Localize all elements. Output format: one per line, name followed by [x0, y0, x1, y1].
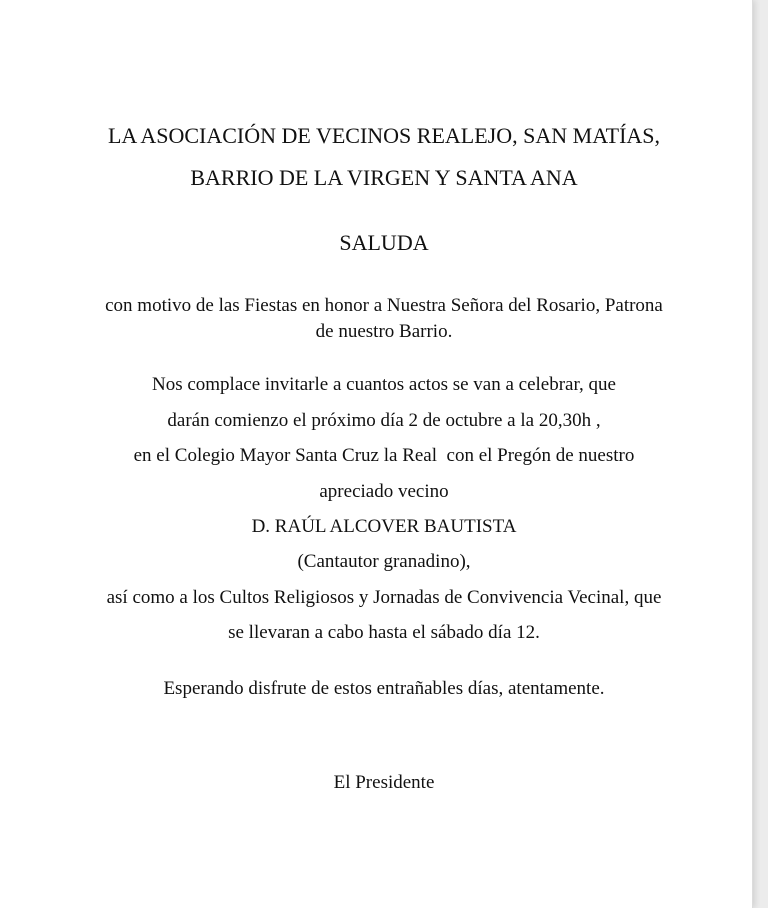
heading-line-2: BARRIO DE LA VIRGEN Y SANTA ANA	[190, 165, 578, 190]
honoree-description: (Cantautor granadino),	[297, 551, 471, 572]
invitation-line-4: apreciado vecino	[319, 481, 449, 502]
invitation-line-2: darán comienzo el próximo día 2 de octubre a la 20,30h ,	[167, 410, 601, 431]
honoree-name: D. RAÚL ALCOVER BAUTISTA	[251, 516, 517, 537]
intro-line-1: con motivo de las Fiestas en honor a Nuestra Señora del Rosario, Patrona	[105, 295, 663, 316]
invitation-line-1: Nos complace invitarle a cuantos actos se van a celebrar, que	[151, 374, 616, 395]
invitation-line-7: así como a los Cultos Religiosos y Jornadas de Convivencia Vecinal, que	[106, 587, 662, 608]
invitation-line-3: en el Colegio Mayor Santa Cruz la Real con el Pregón de nuestro	[133, 445, 635, 466]
intro-line-2: de nuestro Barrio.	[315, 321, 453, 342]
invitation-line-8: se llevaran a cabo hasta el sábado día 12.	[228, 622, 540, 643]
heading-line-1: LA ASOCIACIÓN DE VECINOS REALEJO, SAN MATÍAS,	[107, 123, 661, 148]
greeting: SALUDA	[339, 230, 429, 255]
signature: El Presidente	[333, 772, 435, 793]
closing-line: Esperando disfrute de estos entrañables días, atentamente.	[163, 678, 605, 699]
